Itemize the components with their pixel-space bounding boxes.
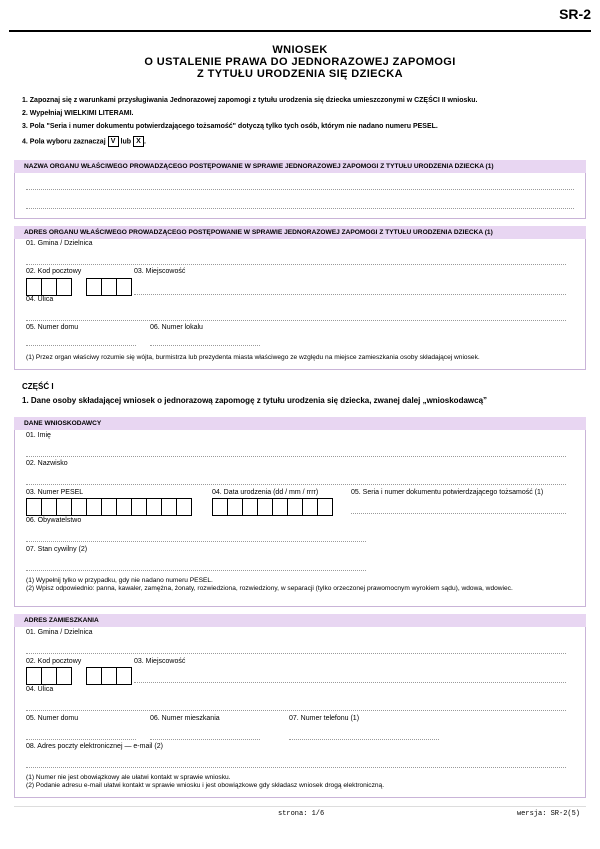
applicant-pesel-label: 03. Numer PESEL [26,489,84,496]
organ-gmina-label: 01. Gmina / Dzielnica [26,240,93,247]
applicant-lastname-label: 02. Nazwisko [26,460,68,467]
page-number: strona: 1/6 [278,810,325,818]
applicant-iddoc-label: 05. Seria i numer dokumentu potwierdzającego tożsamość (1) [351,489,544,496]
organ-city-label: 03. Miejscowość [134,268,186,275]
residence-house-label: 05. Numer domu [26,715,79,722]
applicant-lastname-input[interactable] [26,484,566,485]
checkbox-example-v: V [108,136,119,147]
organ-postal-label: 02. Kod pocztowy [26,268,82,275]
applicant-header: DANE WNIOSKODAWCY [14,417,586,430]
applicant-footnote-2: (2) Wpisz odpowiednio: panna, kawaler, zamężna, żonaty, rozwiedziona, rozwiedziony, w separacji (tylko orzeczonej prawomocnym wyrokiem sądu), wdowa, wdowiec. [26,585,513,592]
instruction-4: 4. Pola wyboru zaznaczaj V lub X . [22,138,146,146]
residence-gmina-input[interactable] [26,653,566,654]
residence-footnote-2: (2) Podanie adresu e-mail ułatwi kontakt w sprawie wniosku i jest obowiązkowe gdy składasz wniosek drogą elektroniczną. [26,782,385,789]
residence-postal-label: 02. Kod pocztowy [26,658,82,665]
form-title-line3: Z TYTUŁU URODZENIA SIĘ DZIECKA [197,68,403,80]
instruction-4-text: 4. Pola wyboru zaznaczaj [22,138,106,146]
instruction-2: 2. Wypełniaj WIELKIMI LITERAMI. [22,110,134,117]
instruction-3: 3. Pola "Seria i numer dokumentu potwierdzającego tożsamość" dotyczą tylko tych osób, którym nie nadano numeru PESEL. [22,123,438,130]
instruction-1: 1. Zapoznaj się z warunkami przysługiwania Jednorazowej zapomogi z tytułu urodzenia się dziecka umieszczonymi w CZĘŚCI II wniosku. [22,97,478,104]
residence-house-input[interactable] [26,739,136,740]
organ-house-label: 05. Numer domu [26,324,79,331]
residence-footnote-1: (1) Numer nie jest obowiązkowy ale ułatwi kontakt w sprawie wniosku. [26,774,231,781]
residence-phone-input[interactable] [289,739,439,740]
organ-street-label: 04. Ulica [26,296,54,303]
residence-gmina-label: 01. Gmina / Dzielnica [26,629,93,636]
residence-city-label: 03. Miejscowość [134,658,186,665]
organ-footnote: (1) Przez organ właściwy rozumie się wójta, burmistrza lub prezydenta miasta właściwego ze względu na miejsce zamieszkania osoby składającej wniosek. [26,354,480,361]
residence-phone-label: 07. Numer telefonu (1) [289,715,360,722]
residence-email-label: 08. Adres poczty elektronicznej — e-mail (2) [26,743,163,750]
organ-flat-label: 06. Numer lokalu [150,324,203,331]
applicant-firstname-input[interactable] [26,456,566,457]
applicant-citizenship-input[interactable] [26,541,366,542]
applicant-citizenship-label: 06. Obywatelstwo [26,517,82,524]
applicant-birthdate-input[interactable] [212,498,332,516]
top-divider [9,30,591,32]
residence-flat-input[interactable] [150,739,260,740]
part1-heading: CZĘŚĆ I [22,382,54,391]
organ-street-input[interactable] [26,320,566,321]
residence-header: ADRES ZAMIESZKANIA [14,614,586,627]
organ-city-input[interactable] [134,294,566,295]
form-code: SR-2 [559,6,591,22]
form-title-line1: WNIOSEK [272,44,328,56]
organ-name-frame [14,173,586,219]
form-version: wersja: SR-2(5) [516,810,580,818]
footer-divider [14,806,586,807]
residence-city-input[interactable] [134,682,566,683]
form-title-line2: O USTALENIE PRAWA DO JEDNORAZOWEJ ZAPOMOGI [144,56,456,68]
residence-street-label: 04. Ulica [26,686,54,693]
organ-name-input-line2[interactable] [26,208,574,209]
applicant-footnote-1: (1) Wypełnij tylko w przypadku, gdy nie nadano numeru PESEL. [26,577,213,584]
organ-address-header: ADRES ORGANU WŁAŚCIWEGO PROWADZĄCEGO POSTĘPOWANIE W SPRAWIE JEDNORAZOWEJ ZAPOMOGI Z TYTUŁU URODZENIA DZIECKA (1) [14,226,586,239]
applicant-birthdate-label: 04. Data urodzenia (dd / mm / rrrr) [212,489,319,496]
residence-postal-input[interactable] [26,667,131,685]
applicant-pesel-input[interactable] [26,498,191,516]
residence-street-input[interactable] [26,710,566,711]
organ-name-input-line1[interactable] [26,189,574,190]
organ-house-input[interactable] [26,345,136,346]
applicant-firstname-label: 01. Imię [26,432,51,439]
applicant-iddoc-input[interactable] [351,513,566,514]
organ-postal-input[interactable] [26,278,131,296]
organ-flat-input[interactable] [150,345,260,346]
residence-email-input[interactable] [26,767,566,768]
instruction-4-or: lub [120,138,132,146]
checkbox-example-x: X [133,136,144,147]
organ-gmina-input[interactable] [26,264,566,265]
residence-flat-label: 06. Numer mieszkania [150,715,220,722]
applicant-civil-status-label: 07. Stan cywilny (2) [26,546,88,553]
part1-subheading: 1. Dane osoby składającej wniosek o jednorazową zapomogę z tytułu urodzenia się dziecka, zwanej dalej „wnioskodawcą” [22,396,488,405]
applicant-civil-status-input[interactable] [26,570,366,571]
organ-address-frame [14,239,586,370]
organ-name-header: NAZWA ORGANU WŁAŚCIWEGO PROWADZĄCEGO POSTĘPOWANIE W SPRAWIE JEDNORAZOWEJ ZAPOMOGI Z TYTUŁU URODZENIA DZIECKA (1) [14,160,586,173]
